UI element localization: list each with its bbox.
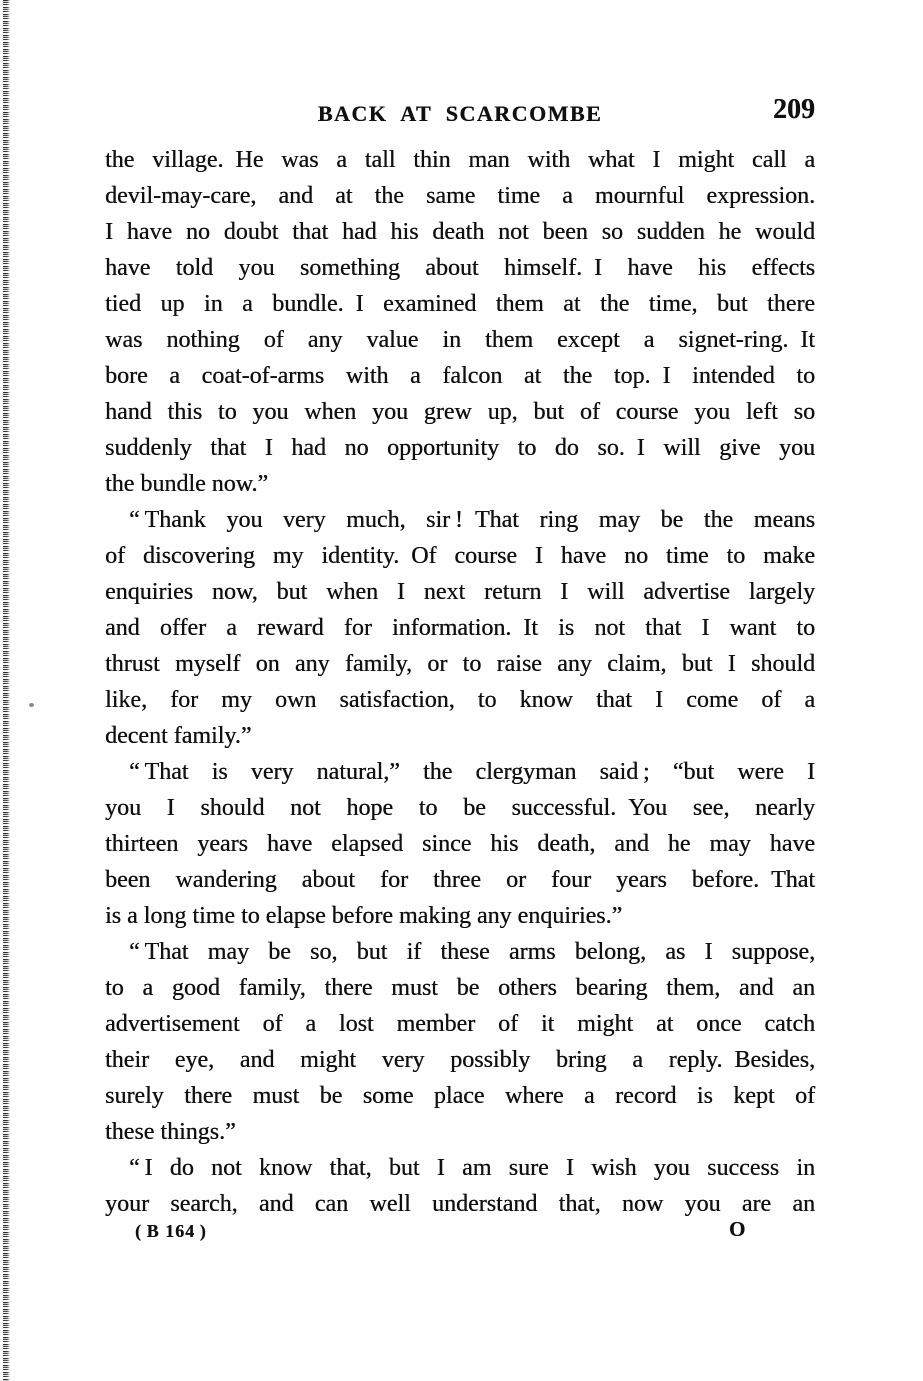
text-line: of discovering my identity. Of course I have no time to make — [105, 543, 815, 569]
text-line: tied up in a bundle. I examined them at the time, but there — [105, 291, 815, 317]
text-line: thirteen years have elapsed since his death, and he may have — [105, 831, 815, 857]
binding-edge-texture — [3, 0, 10, 1381]
text-line: the village. He was a tall thin man with what I might call a — [105, 147, 815, 173]
text-line: “ Thank you very much, sir ! That ring may be the means — [129, 507, 815, 533]
text-line: devil-may-care, and at the same time a mournful expression. — [105, 183, 815, 209]
text-line: is a long time to elapse before making any enquiries.” — [105, 903, 623, 929]
running-header-title: BACK AT SCARCOMBE — [317, 101, 603, 126]
scan-speckle — [29, 703, 34, 707]
text-line: “ I do not know that, but I am sure I wish you success in — [129, 1155, 815, 1181]
body-text — [105, 142, 815, 1222]
text-line: the bundle now.” — [105, 471, 269, 497]
page-footer — [105, 1217, 815, 1249]
text-line: been wandering about for three or four years before. That — [105, 867, 815, 893]
text-line: decent family.” — [105, 723, 252, 749]
printer-signature-mark: ( B 164 ) — [135, 1221, 207, 1241]
text-line: “ That may be so, but if these arms belong, as I suppose, — [129, 939, 815, 965]
text-line: your search, and can well understand that, now you are an — [105, 1191, 815, 1217]
text-line: and offer a reward for information. It is not that I want to — [105, 615, 815, 641]
text-line: to a good family, there must be others bearing them, and an — [105, 975, 815, 1001]
text-line: thrust myself on any family, or to raise any claim, but I should — [105, 651, 815, 677]
text-line: you I should not hope to be successful. You see, nearly — [105, 795, 815, 821]
text-line: these things.” — [105, 1119, 236, 1145]
page-number: 209 — [773, 94, 815, 125]
page-header — [105, 94, 815, 130]
text-line: was nothing of any value in them except a signet-ring. It — [105, 327, 815, 353]
text-line: I have no doubt that had his death not been so sudden he would — [105, 219, 815, 245]
text-line: hand this to you when you grew up, but of course you left so — [105, 399, 815, 425]
text-line: bore a coat-of-arms with a falcon at the top. I intended to — [105, 363, 815, 389]
text-line: their eye, and might very possibly bring a reply. Besides, — [105, 1047, 815, 1073]
gathering-signature-mark: O — [729, 1217, 746, 1241]
text-line: like, for my own satisfaction, to know that I come of a — [105, 687, 815, 713]
text-line: “ That is very natural,” the clergyman said ; “but were I — [129, 759, 815, 785]
text-line: advertisement of a lost member of it might at once catch — [105, 1011, 815, 1037]
text-line: have told you something about himself. I have his effects — [105, 255, 815, 281]
text-line: surely there must be some place where a record is kept of — [105, 1083, 815, 1109]
text-line: suddenly that I had no opportunity to do so. I will give you — [105, 435, 815, 461]
text-line: enquiries now, but when I next return I will advertise largely — [105, 579, 815, 605]
